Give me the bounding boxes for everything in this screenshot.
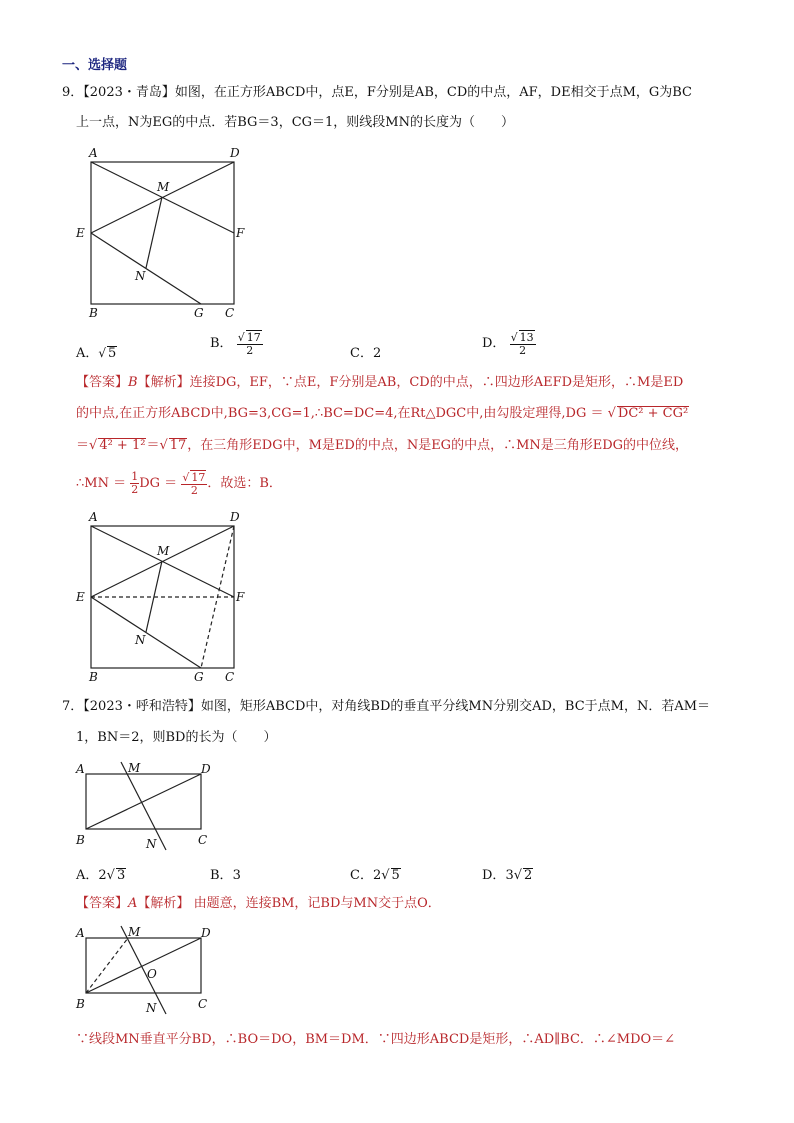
label-a: A [89, 146, 98, 160]
q7-answer-line1: 【答案】A【解析】 由题意，连接BM，记BD与MN交于点O． [76, 896, 441, 911]
svg-text:N: N [146, 1001, 157, 1015]
q9-line1 [62, 84, 692, 102]
svg-text:B: B [76, 833, 85, 847]
svg-text:M: M [128, 761, 141, 775]
line-mn [121, 762, 166, 850]
q9-option-b[interactable]: B． $\frac{√ 17}{2}$ [210, 331, 261, 357]
q9-answer-line4: ∴MN ＝ $\frac{1}{2}$ DG ＝ $\frac{√ 17}{2}$ ．故选：B． [76, 470, 282, 497]
q7-line1: 7．【2023・呼和浩特】如图，矩形ABCD中，对角线BD的垂直平分线MN分别交AD，BC于点M，N．若AM＝ [62, 699, 711, 714]
svg-text:A: A [89, 510, 98, 524]
q7-option-d[interactable]: D．3√ 2 [482, 868, 533, 883]
q9-option-c[interactable]: C．2 [350, 346, 382, 361]
label-m: M [157, 180, 170, 194]
label-n: N [135, 269, 146, 283]
svg-text:D: D [230, 510, 240, 524]
section-title: 一、选择题 [62, 58, 128, 73]
q9-source: 【2023・青岛】 [83, 85, 175, 100]
label-d: D [230, 146, 240, 160]
q9-answer-line3: ＝√ 4² + 1²＝√ 17，在三角形EDG中，M是ED的中点，N是EG的中点，∴MN是三角形EDG的中位线， [76, 438, 689, 453]
q9-answer-line2: 的中点,在正方形ABCD中,BG=3,CG=1,∴BC=DC=4,在Rt△DGC中,由勾股定理得,DG ＝ √ DC² + CG² [76, 406, 689, 421]
label-e: E [76, 226, 85, 240]
svg-text:O: O [147, 967, 157, 981]
segment-mn [146, 197, 162, 268]
svg-text:C: C [225, 670, 235, 684]
q7-option-b[interactable]: B．3 [210, 868, 241, 883]
q9-solution-figure [70, 508, 270, 690]
segment-eg [91, 233, 201, 304]
q9-option-a[interactable]: A．√ 5 [76, 346, 117, 361]
answer-choice: B [128, 375, 138, 390]
label-g: G [194, 306, 204, 320]
svg-text:N: N [135, 633, 146, 647]
svg-text:D: D [201, 762, 211, 776]
q7-answer-line2: ∵线段MN垂直平分BD，∴BO＝DO，BM＝DM．∵四边形ABCD是矩形，∴AD∥BC．∴∠MDO＝∠ [76, 1032, 676, 1047]
q7-figure [70, 758, 230, 854]
svg-text:A: A [76, 926, 85, 940]
dashed-bm [86, 938, 128, 993]
q7-line2: 1，BN＝2，则BD的长为（ ） [76, 730, 277, 745]
svg-text:C: C [198, 833, 208, 847]
svg-text:C: C [198, 997, 208, 1011]
q9-text-1: 如图，在正方形ABCD中，点E，F分别是AB，CD的中点，AF，DE相交于点M，G为BC [174, 85, 693, 100]
svg-text:E: E [76, 590, 85, 604]
svg-text:F: F [236, 590, 245, 604]
svg-text:B: B [76, 997, 85, 1011]
label-b: B [89, 306, 98, 320]
svg-text:D: D [201, 926, 211, 940]
q9-number: 9． [62, 85, 84, 100]
q9-line2: 上一点，N为EG的中点．若BG＝3，CG＝1，则线段MN的长度为（ ） [76, 115, 514, 130]
svg-text:G: G [194, 670, 204, 684]
svg-text:N: N [146, 837, 157, 851]
q7-option-a[interactable]: A．2√ 3 [76, 868, 126, 883]
analysis-tag: 【解析】 [137, 375, 190, 390]
answer-tag: 【答案】 [76, 375, 129, 390]
q9-option-d[interactable]: D． $\frac{√ 13}{2}$ [482, 331, 534, 357]
label-c: C [225, 306, 235, 320]
q7-number: 7． [62, 699, 84, 714]
diagonal-bd [86, 774, 201, 829]
svg-text:A: A [76, 762, 85, 776]
q7-solution-figure [70, 922, 230, 1018]
label-f: F [236, 226, 245, 240]
q9-figure [70, 140, 270, 326]
q7-source: 【2023・呼和浩特】 [83, 699, 201, 714]
svg-text:M: M [157, 544, 170, 558]
svg-text:B: B [89, 670, 98, 684]
svg-text:M: M [128, 925, 141, 939]
q7-option-c[interactable]: C．2√ 5 [350, 868, 400, 883]
q9-answer-line1: 【答案】B【解析】连接DG，EF，∵点E，F分别是AB，CD的中点，∴四边形AEFD是矩形，∴M是ED [76, 375, 684, 390]
